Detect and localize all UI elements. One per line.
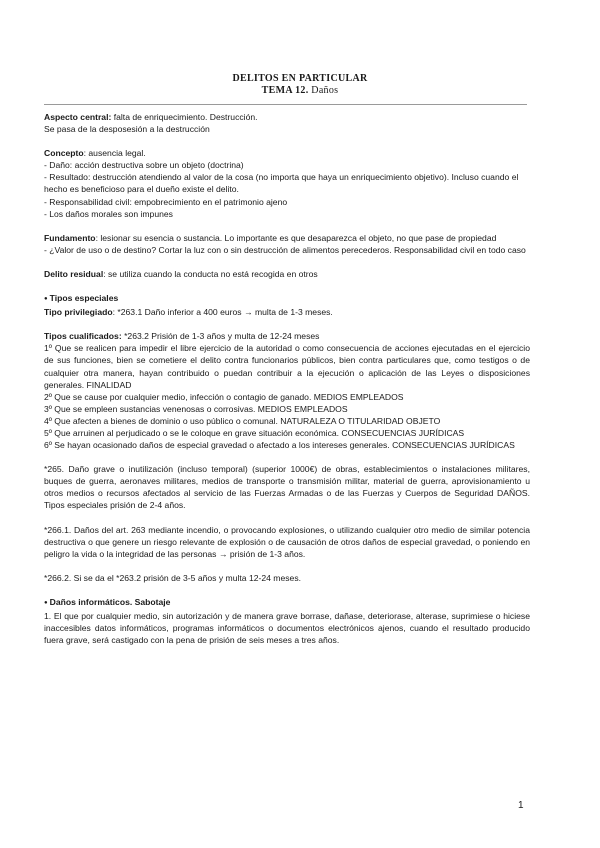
- danos-informaticos-paragraph: 1. El que por cualquier medio, sin autorización y de manera grave borrase, dañase, deteriorase, alterase, suprimiese o hiciese inaccesibles datos informáticos, programas informáticos o documentos electrónicos ajenos, cuando el resultado producido fuera grave, será castigado con la pena de prisión de seis meses a tres años.: [44, 611, 530, 646]
- concepto-item-responsabilidad: - Responsabilidad civil: empobrecimiento en el patrimonio ajeno: [44, 196, 288, 207]
- spacer: [44, 318, 530, 330]
- bullet-icon: ●: [44, 296, 48, 303]
- tipos-especiales-label: Tipos especiales: [49, 293, 119, 304]
- cualificado-item-3: 3º Que se empleen sustancias venenosas o corrosivas. MEDIOS EMPLEADOS: [44, 403, 348, 414]
- header-divider: [44, 104, 527, 105]
- concepto-item-resultado: - Resultado: destrucción atendiendo al valor de la cosa (no importa que haya un enriquecimiento objetivo). Incluso cuando el hecho es beneficioso para el dueño existe el delito.: [44, 172, 519, 195]
- cualificado-item-2: 2º Que se cause por cualquier medio, infección o contagio de ganado. MEDIOS EMPLEADOS: [44, 391, 404, 402]
- spacer: [44, 280, 530, 292]
- spacer: [44, 512, 530, 524]
- fundamento-text: : lesionar su esencia o sustancia. Lo importante es que desaparezca el objeto, no que pase de propiedad: [95, 232, 497, 243]
- document-body: [44, 111, 530, 646]
- concepto-item-dano: - Daño: acción destructiva sobre un objeto (doctrina): [44, 160, 244, 171]
- tipos-especiales-heading: [44, 292, 530, 306]
- aspecto-central-line2: Se pasa de la desposesión a la destrucción: [44, 124, 210, 135]
- tipo-privilegiado-paragraph: [44, 306, 530, 318]
- article-265-paragraph: *265. Daño grave o inutilización (incluso temporal) (superior 1000€) de obras, establecimientos o instalaciones militares, buques de guerra, aeronaves militares, medios de transporte o transmisión militar, material de guerra, aprovisionamiento u otros medios o recursos afectados al servicio de las Fuerzas Armadas o de las Fuerzas y Cuerpos de Seguridad DAÑOS. Tipos especiales prisión de 2-4 años.: [44, 464, 530, 511]
- article-266-1-paragraph: *266.1. Daños del art. 263 mediante incendio, o provocando explosiones, o utilizando cualquier otro medio de similar potencia destructiva o que genere un riesgo relevante de explosión o de causación de otros daños de especial gravedad, o poniendo en peligro la vida o la integridad de las personas → prisión de 1-3 años.: [44, 524, 530, 559]
- cualificado-item-1: 1º Que se realicen para impedir el libre ejercicio de la autoridad o como consecuencia de acciones ejecutadas en el ejercicio de sus funciones, bien se cometiere el delito contra funcionarios públicos, bien contra particulares que, como testigos o de cualquier otra manera, hayan contribuido o puedan contribuir a la ejecución o aplicación de las Leyes o disposiciones generales. FINALIDAD: [44, 343, 530, 390]
- tipo-privilegiado-label: Tipo privilegiado: [44, 307, 113, 318]
- aspecto-central-paragraph: [44, 111, 530, 123]
- cualificado-item-5: 5º Que arruinen al perjudicado o se le coloque en grave situación económica. CONSECUENCIAS JURÍDICAS: [44, 427, 465, 438]
- spacer: [44, 560, 530, 572]
- spacer: [44, 451, 530, 463]
- bullet-icon: ●: [44, 599, 48, 606]
- spacer: [44, 256, 530, 268]
- concepto-item-morales: - Los daños morales son impunes: [44, 208, 173, 219]
- tipos-cualificados-paragraph: [44, 330, 530, 342]
- delito-residual-paragraph: [44, 268, 530, 280]
- danos-informaticos-heading: [44, 596, 530, 610]
- fundamento-paragraph: [44, 232, 530, 244]
- spacer: [44, 135, 530, 147]
- concepto-text: : ausencia legal.: [83, 148, 146, 159]
- topic-heading: [0, 85, 600, 96]
- tipo-privilegiado-text: : *263.1 Daño inferior a 400 euros → multa de 1-3 meses.: [112, 307, 333, 318]
- delito-residual-label: Delito residual: [44, 268, 104, 279]
- article-266-2-paragraph: *266.2. Si se da el *263.2 prisión de 3-5 años y multa 12-24 meses.: [44, 572, 302, 583]
- cualificado-item-6: 6º Se hayan ocasionado daños de especial gravedad o afectado a los intereses generales. CONSECUENCIAS JURÍDICAS: [44, 440, 515, 451]
- concepto-paragraph: [44, 147, 530, 159]
- spacer: [44, 220, 530, 232]
- fundamento-line2: - ¿Valor de uso o de destino? Cortar la luz con o sin destrucción de alimentos perecederos. Responsabilidad civil en todo caso: [44, 244, 526, 255]
- tipos-cualificados-text: *263.2 Prisión de 1-3 años y multa de 12-24 meses: [121, 331, 320, 342]
- topic-number: TEMA 12.: [261, 85, 309, 96]
- aspecto-central-text: falta de enriquecimiento. Destrucción.: [111, 112, 258, 122]
- topic-name: Daños: [308, 85, 339, 96]
- tipos-cualificados-label: Tipos cualificados:: [44, 331, 122, 342]
- spacer: [44, 584, 530, 596]
- document-title: DELITOS EN PARTICULAR: [232, 73, 368, 84]
- fundamento-label: Fundamento: [44, 232, 96, 243]
- danos-informaticos-label: Daños informáticos. Sabotaje: [49, 596, 171, 607]
- concepto-label: Concepto: [44, 148, 84, 159]
- delito-residual-text: : se utiliza cuando la conducta no está recogida en otros: [103, 268, 318, 279]
- aspecto-central-label: Aspecto central:: [44, 112, 112, 122]
- page-number: 1: [518, 800, 524, 811]
- cualificado-item-4: 4º Que afecten a bienes de dominio o uso público o comunal. NATURALEZA O TITULARIDAD OBJETO: [44, 415, 441, 426]
